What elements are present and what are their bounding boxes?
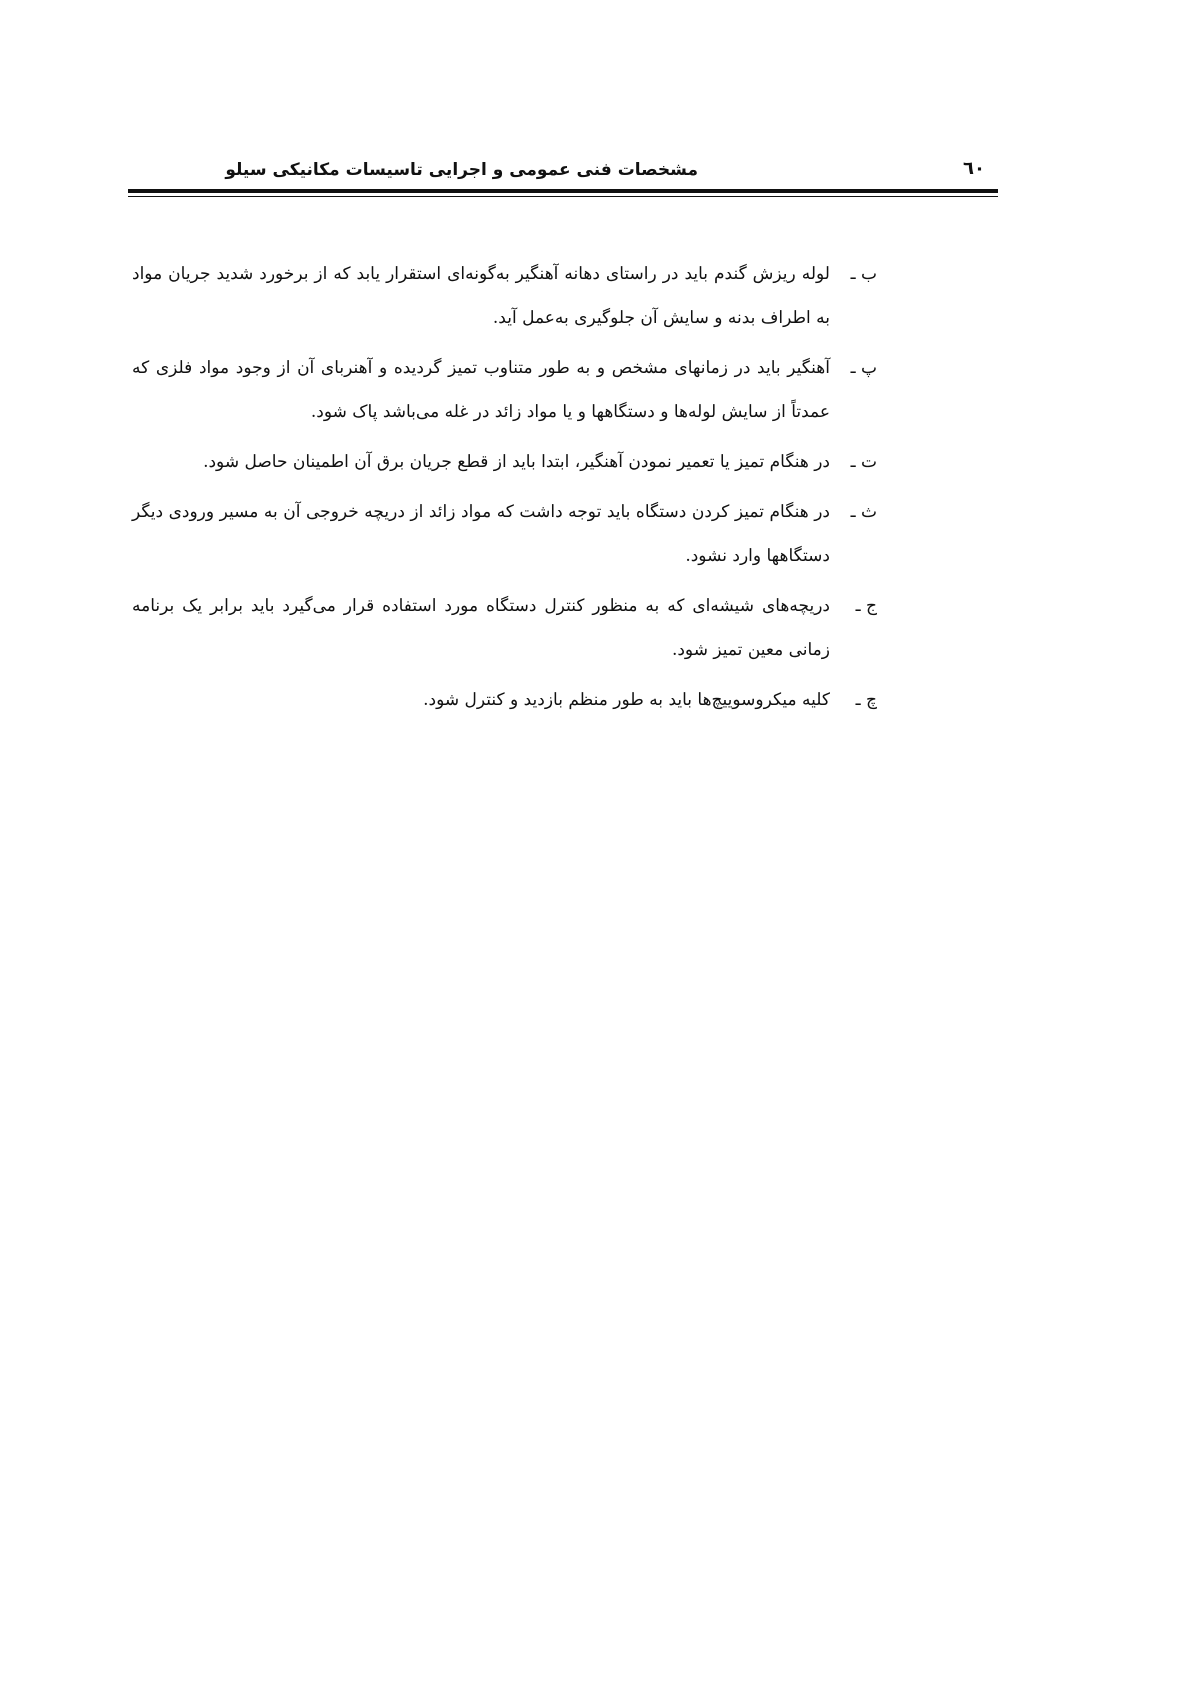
list-item <box>132 252 877 340</box>
item-text: لوله ریزش گندم باید در راستای دهانه آهنگیر به‌گونه‌ای استقرار یابد که از برخورد شدید جریان مواد به اطراف بدنه و سایش آن جلوگیری به‌عمل آید. <box>132 264 830 328</box>
list-item <box>132 440 877 484</box>
item-label: ج ـ <box>855 596 877 616</box>
item-text: دریچه‌های شیشه‌ای که به منظور کنترل دستگاه مورد استفاده قرار می‌گیرد باید برابر یک برنامه زمانی معین تمیز شود. <box>132 596 830 660</box>
list-item <box>132 584 877 672</box>
item-label: ث ـ <box>850 502 877 522</box>
list-item <box>132 678 877 722</box>
list-item <box>132 490 877 578</box>
item-text: در هنگام تمیز یا تعمیر نمودن آهنگیر، ابتدا باید از قطع جریان برق آن اطمینان حاصل شود. <box>203 452 830 472</box>
page-header <box>128 150 998 200</box>
item-list <box>132 252 877 728</box>
item-text: آهنگیر باید در زمانهای مشخص و به طور متناوب تمیز گردیده و آهنربای آن از وجود مواد فلزی که عمدتاً از سایش لوله‌ها و دستگاهها و یا مواد زائد در غله می‌باشد پاک شود. <box>132 358 830 422</box>
item-label: ت ـ <box>850 452 877 472</box>
item-text: کلیه میکروسوییچ‌ها باید به طور منظم بازدید و کنترل شود. <box>423 690 830 710</box>
running-title: مشخصات فنی عمومی و اجرایی تاسیسات مکانیکی سیلو <box>225 160 698 180</box>
item-label: پ ـ <box>850 358 877 378</box>
page-number: ٦٠ <box>963 158 985 179</box>
item-text: در هنگام تمیز کردن دستگاه باید توجه داشت که مواد زائد از دریچه خروجی آن به مسیر ورودی دیگر دستگاهها وارد نشود. <box>132 502 830 566</box>
list-item <box>132 346 877 434</box>
header-rule-thick <box>128 189 998 193</box>
item-label: ب ـ <box>850 264 877 284</box>
item-label: چ ـ <box>855 690 877 710</box>
header-rule-thin <box>128 196 998 197</box>
